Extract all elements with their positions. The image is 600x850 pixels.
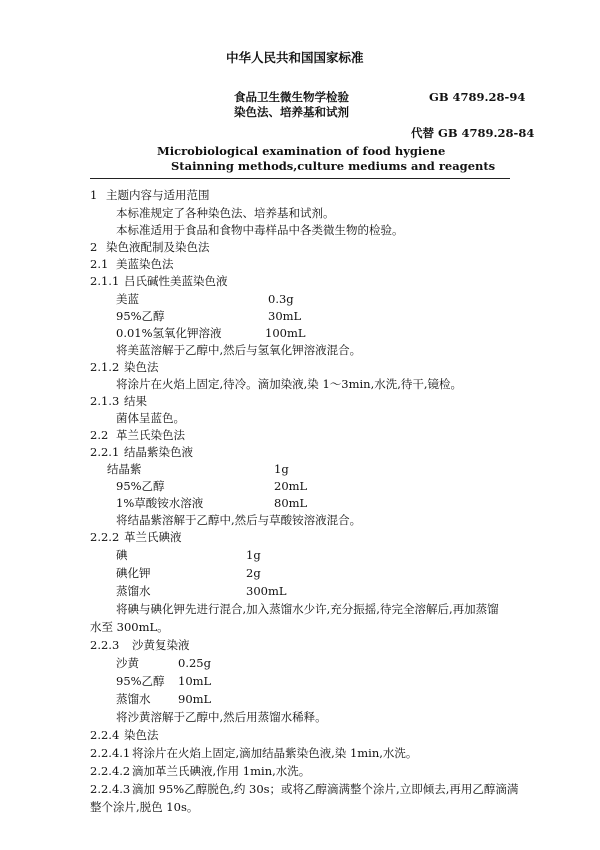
section-title: 结晶紫染色液 <box>124 445 193 459</box>
paragraph: 将结晶紫溶解于乙醇中,然后与草酸铵溶液混合。 <box>116 513 362 527</box>
reagent-quantity: 100mL <box>265 326 306 340</box>
section-number: 2 <box>90 240 98 254</box>
section-number: 2.2.3 <box>90 638 120 652</box>
title-en-line-2: Stainning methods,culture mediums and reagents <box>171 159 496 173</box>
section-title: 染色法 <box>124 728 159 742</box>
reagent-name: 95%乙醇 <box>116 674 165 688</box>
reagent-name: 蒸馏水 <box>116 692 151 706</box>
reagent-name: 碘 <box>116 548 128 562</box>
section-title: 革兰氏染色法 <box>116 428 185 442</box>
section-title: 染色法 <box>124 360 159 374</box>
step-text: 将涂片在火焰上固定,滴加结晶紫染色液,染 1min,水洗。 <box>132 746 418 760</box>
section-number: 2.1.3 <box>90 394 120 408</box>
reagent-name: 碘化钾 <box>116 566 151 580</box>
section-number: 2.2.2 <box>90 530 120 544</box>
reagent-quantity: 300mL <box>246 584 287 598</box>
section-number: 2.1.1 <box>90 274 120 288</box>
standard-code: GB 4789.28-94 <box>429 90 526 104</box>
section-number: 1 <box>90 188 98 202</box>
header-divider <box>90 178 510 179</box>
reagent-name: 95%乙醇 <box>116 309 165 323</box>
section-number: 2.1 <box>90 257 109 271</box>
reagent-quantity: 1g <box>274 462 289 476</box>
paragraph: 本标准规定了各种染色法、培养基和试剂。 <box>116 206 335 220</box>
paragraph: 将沙黄溶解于乙醇中,然后用蒸馏水稀释。 <box>116 710 327 724</box>
step-text: 整个涂片,脱色 10s。 <box>90 800 199 814</box>
section-title: 美蓝染色法 <box>116 257 174 271</box>
replaces-code: 代替 GB 4789.28-84 <box>411 126 535 140</box>
section-title: 主题内容与适用范围 <box>106 188 210 202</box>
section-title: 吕氏碱性美蓝染色液 <box>124 274 228 288</box>
paragraph: 菌体呈蓝色。 <box>116 411 185 425</box>
paragraph: 将美蓝溶解于乙醇中,然后与氢氧化钾溶液混合。 <box>116 343 362 357</box>
reagent-name: 0.01%氢氧化钾溶液 <box>116 326 222 340</box>
section-title: 染色液配制及染色法 <box>106 240 210 254</box>
paragraph: 水至 300mL。 <box>90 620 169 634</box>
reagent-name: 1%草酸铵水溶液 <box>116 496 204 510</box>
title-cn-line-1: 食品卫生微生物学检验 <box>234 90 349 104</box>
reagent-quantity: 80mL <box>274 496 308 510</box>
country-standard-heading: 中华人民共和国国家标准 <box>226 50 364 65</box>
section-number: 2.2 <box>90 428 109 442</box>
reagent-name: 结晶紫 <box>107 462 142 476</box>
section-title: 革兰氏碘液 <box>124 530 182 544</box>
section-number: 2.2.4 <box>90 728 120 742</box>
section-number: 2.2.4.2 <box>90 764 131 778</box>
reagent-quantity: 10mL <box>178 674 212 688</box>
step-text: 滴加 95%乙醇脱色,约 30s；或将乙醇滴满整个涂片,立即倾去,再用乙醇滴满 <box>132 782 519 796</box>
section-number: 2.2.4.3 <box>90 782 131 796</box>
reagent-name: 美蓝 <box>116 292 139 306</box>
section-title: 沙黄复染液 <box>132 638 190 652</box>
reagent-quantity: 30mL <box>268 309 302 323</box>
reagent-quantity: 1g <box>246 548 261 562</box>
reagent-name: 沙黄 <box>116 656 139 670</box>
reagent-name: 蒸馏水 <box>116 584 151 598</box>
section-number: 2.2.1 <box>90 445 120 459</box>
reagent-quantity: 2g <box>246 566 261 580</box>
reagent-name: 95%乙醇 <box>116 479 165 493</box>
section-number: 2.1.2 <box>90 360 120 374</box>
section-title: 结果 <box>124 394 147 408</box>
paragraph: 将涂片在火焰上固定,待冷。滴加染液,染 1～3min,水洗,待干,镜检。 <box>116 377 463 391</box>
reagent-quantity: 0.25g <box>178 656 211 670</box>
reagent-quantity: 0.3g <box>268 292 294 306</box>
paragraph: 本标准适用于食品和食物中毒样品中各类微生物的检验。 <box>116 223 404 237</box>
reagent-quantity: 20mL <box>274 479 308 493</box>
reagent-quantity: 90mL <box>178 692 212 706</box>
paragraph: 将碘与碘化钾先进行混合,加入蒸馏水少许,充分振摇,待完全溶解后,再加蒸馏 <box>116 602 499 616</box>
step-text: 滴加革兰氏碘液,作用 1min,水洗。 <box>132 764 311 778</box>
title-en-line-1: Microbiological examination of food hygiene <box>157 144 446 158</box>
section-number: 2.2.4.1 <box>90 746 131 760</box>
title-cn-line-2: 染色法、培养基和试剂 <box>234 105 349 119</box>
